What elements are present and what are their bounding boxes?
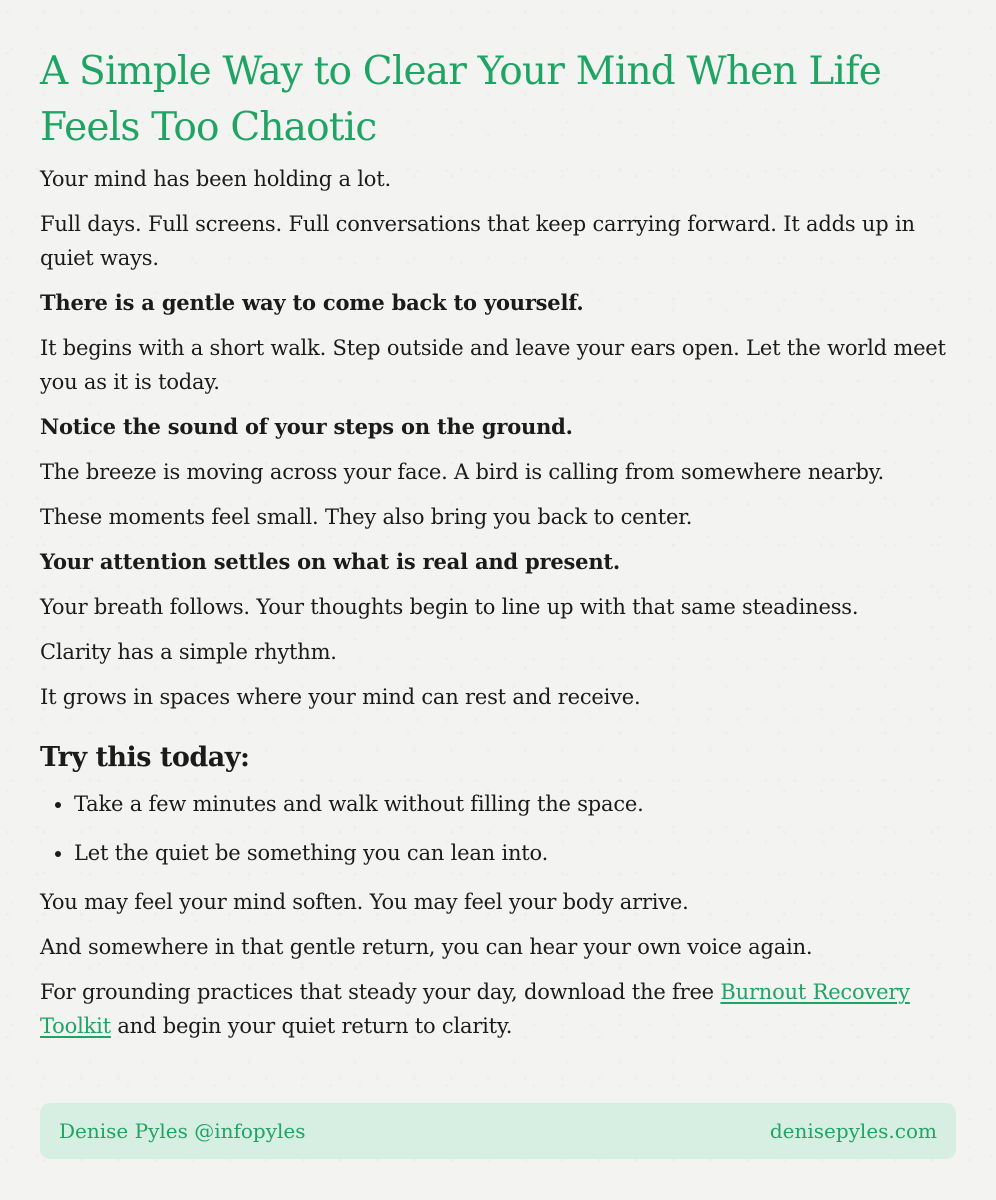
paragraph: It grows in spaces where your mind can rest and receive. [40,685,641,709]
article [40,44,956,1054]
paragraph: And somewhere in that gentle return, you can hear your own voice again. [40,935,813,959]
paragraph: It begins with a short walk. Step outside and leave your ears open. Let the world meet you as it is today. [40,336,946,394]
list-item: • Take a few minutes and walk without filling the space. [74,787,956,821]
emphasis-paragraph: Your attention settles on what is real and present. [40,549,620,574]
cta-text-after: and begin your quiet return to clarity. [110,1014,513,1038]
article-title: A Simple Way to Clear Your Mind When Life Feels Too Chaotic [40,49,882,150]
article-body [40,162,956,1043]
paragraph: Clarity has a simple rhythm. [40,640,337,664]
section-heading: Try this today: [40,742,250,773]
footer-bar [40,1103,956,1159]
paragraph: You may feel your mind soften. You may feel your body arrive. [40,890,689,914]
website-label: denisepyles.com [769,1119,937,1143]
list-item: • Let the quiet be something you can lean into. [74,836,956,870]
emphasis-paragraph: Notice the sound of your steps on the ground. [40,414,573,439]
paragraph: The breeze is moving across your face. A bird is calling from somewhere nearby. [40,460,885,484]
emphasis-paragraph: There is a gentle way to come back to yourself. [40,290,584,315]
paragraph: Full days. Full screens. Full conversations that keep carrying forward. It adds up in quiet ways. [40,212,915,270]
cta-paragraph [40,975,956,1043]
paragraph: Your mind has been holding a lot. [40,167,391,191]
author-handle: Denise Pyles @infopyles [59,1119,306,1143]
paragraph: Your breath follows. Your thoughts begin to line up with that same steadiness. [40,595,859,619]
paragraph: These moments feel small. They also bring you back to center. [40,505,693,529]
burnout-toolkit-link[interactable]: Burnout Recovery Toolkit [40,980,910,1038]
cta-text-before: For grounding practices that steady your day, download the free [40,980,721,1004]
tips-list [40,787,956,870]
